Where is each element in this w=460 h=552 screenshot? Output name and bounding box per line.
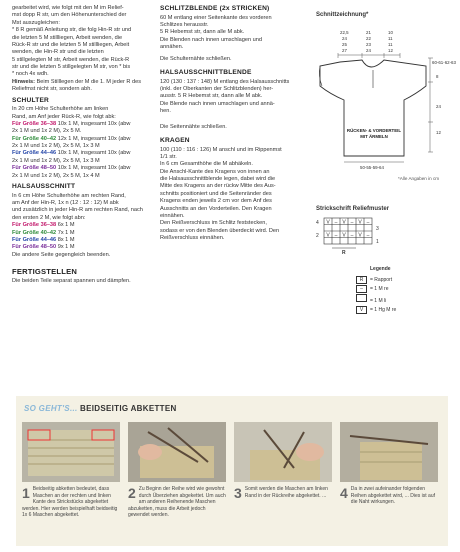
schlitz-line: annähen. — [160, 44, 184, 51]
step-caption-1: 1 Beidseitig abketten bedeutet, dass Maschen an der rechten und linken Kante des Strickstücks abgekettet werden. Hier werden beispielhaft beidseitig 1x 6 Maschen abgekettet. — [22, 485, 118, 518]
intro-line: wenden, die Hin-R str und die letzten — [12, 49, 104, 56]
intro-line: 5 stillgelegten M str, Arbeit wenden, die Rück-R — [12, 56, 130, 63]
size-label: Für Größe 48–50 — [12, 165, 57, 172]
strip-title-text: BEIDSEITIG ABKETTEN — [77, 404, 177, 413]
schulter-line: In 20 cm Höhe Schulterhöhe am linken — [12, 106, 109, 113]
schulter-sizes — [12, 121, 154, 180]
schulternaht-text: Die Schulternähte schließen. — [160, 55, 232, 62]
hals-line: In 6 cm Höhe Schulterhöhe am rechten Rand, — [12, 192, 126, 199]
schulter-size-cont: 2x 1 M und 1x 2 M), 2x 5 M, 1x 4 M — [12, 172, 100, 179]
schulter-size-cont: 2x 1 M und 1x 2 M), 2x 5 M, 1x 3 M — [12, 157, 100, 164]
kragen-line: einnähen. — [160, 212, 185, 219]
step-photo-4 — [340, 422, 438, 482]
svg-text:–: – — [350, 232, 354, 239]
schulter-size-row: Für Größe 44–46 10x 1 M, insgesamt 10x (abw — [12, 150, 131, 157]
top-dim-b-1: 21 — [366, 30, 371, 35]
schulter-size-cont: 2x 1 M und 1x 2 M), 2x 5 M, 1x 3 M — [12, 143, 100, 150]
schnitt-note: *Alle Angaben in cm — [398, 176, 440, 181]
intro-line: str und die letzten 5 stillgelegten M str, von * bis — [12, 64, 131, 70]
column-2 — [160, 5, 298, 242]
schlitz-line: Die Blenden nach innen umschlagen und — [160, 36, 263, 43]
legende-item — [356, 276, 396, 285]
row-label-4: 4 — [316, 220, 319, 226]
top-dim-c-2: 11 — [388, 36, 393, 41]
intro-paragraph — [12, 5, 154, 79]
kragen-line: schnitts positioniert und die Seitenränder des — [160, 190, 272, 197]
size-label: Für Größe 44–46 — [12, 150, 57, 157]
schlitzblende-text — [160, 15, 298, 52]
top-dim-c-3: 11 — [388, 42, 393, 47]
size-label: Für Größe 36–38 — [12, 222, 57, 229]
step-photo-2 — [128, 422, 226, 482]
legende-symbol — [356, 294, 367, 302]
rapport-marker: R — [342, 250, 346, 255]
hals-line: am Anf der Hin-R, 1x n (12 : 12 : 12) M abk — [12, 200, 119, 207]
intro-line: * noch 4x wdh. — [12, 71, 49, 78]
legende-text: = Rapport — [370, 277, 393, 283]
row-label-2: 2 — [316, 233, 319, 239]
legende-list — [356, 276, 396, 315]
seitennaht-text: Die Seitennähte schließen. — [160, 123, 227, 130]
hals-end: Die andere Seite gegengleich beenden. — [12, 251, 111, 258]
hals-line: den ersten 2 M, wie folgt abn: — [12, 214, 86, 221]
strip-title-accent: SO GEHT'S... — [24, 404, 78, 413]
legende-title: Legende — [370, 266, 391, 272]
kragen-line: 100 (110 : 116 : 126) M anschl und im Rippenmst — [160, 146, 282, 153]
kragen-line: Die Anschl-Kante des Kragens von innen an — [160, 168, 270, 175]
schnittzeichnung-diagram — [300, 22, 460, 184]
schlitz-line: Schlitzes herausstr. — [160, 22, 209, 29]
column-1 — [12, 5, 154, 285]
step-photo-3 — [234, 422, 332, 482]
svg-text:V: V — [342, 232, 346, 239]
schulter-size-cont: 2x 1 M und 1x 2 M), 2x 5 M. — [12, 128, 82, 135]
step-caption-4: 4 Da in zwei aufeinander folgenden Reihen abgekettet wird, ... Dies ist auf die Naht wirkungen. — [340, 485, 436, 505]
fertigstellen-title: FERTIGSTELLEN — [12, 267, 78, 277]
legende-text: = 1 M re — [370, 286, 389, 292]
halsblende-line: hen. — [160, 108, 171, 115]
hals-size-row: Für Größe 40–42 7x 1 M — [12, 229, 75, 236]
strip-title — [24, 404, 177, 413]
legende-item — [356, 285, 396, 294]
top-dim-a-2: 24 — [342, 36, 347, 41]
top-dim-c-4: 12 — [388, 48, 393, 53]
kragen-title: KRAGEN — [160, 136, 190, 144]
intro-line: gearbeitet wird, wie folgt mit den M im Relief- — [12, 5, 124, 11]
legende-text: = 1 M li — [370, 298, 387, 304]
kragen-text — [160, 147, 298, 243]
legende-symbol: R — [356, 276, 367, 284]
top-dim-b-3: 23 — [366, 42, 371, 47]
size-label: Für Größe 36–38 — [12, 120, 57, 127]
halsblende-line: Die Blende nach innen umschlagen und annä- — [160, 100, 275, 107]
intro-line: mst dopp R str, um den Höhenunterschied der — [12, 12, 127, 19]
kragen-line: Ausschnitts an den Vorderteilen. Den Kragen — [160, 205, 272, 212]
hals-sizes — [12, 222, 154, 252]
svg-text:V: V — [326, 219, 330, 226]
svg-text:V: V — [342, 219, 346, 226]
svg-text:–: – — [366, 232, 370, 239]
kragen-line: In 6 cm Gesamthöhe die M abhäkeln. — [160, 161, 253, 168]
kragen-line: die Halsausschnittblende legen, dabei wird die — [160, 176, 276, 183]
top-dim-b-4: 24 — [366, 48, 371, 53]
kragen-line: Reißverschluss einnähen. — [160, 235, 225, 242]
bottom-dim: 50-55-59-64 — [360, 165, 384, 170]
kragen-line: Mitte des Kragens an der rückw Mitte des Aus- — [160, 183, 276, 190]
intro-line: Rück-R str und die letzten 5 M stillliegen, Arbeit — [12, 41, 130, 48]
legende-text: = 1 Hg M re — [370, 307, 397, 313]
kragen-line: Kragens enden jeweils 2 cm vor dem Anf des — [160, 198, 272, 205]
top-dim-b-2: 22 — [366, 36, 371, 41]
size-label: Für Größe 40–42 — [12, 135, 57, 142]
garment-label-line-1: RÜCKEN- & VORDERTEIL — [346, 128, 402, 133]
halsausschnitt-text — [12, 193, 154, 223]
legende-item — [356, 306, 396, 315]
intro-line: * 8 R gemäß Anleitung str, die folg Hin-R str und — [12, 27, 132, 34]
step-photo-1 — [22, 422, 120, 482]
size-label: Für Größe 48–50 — [12, 244, 57, 251]
legende-symbol: V — [356, 306, 367, 314]
kragen-line: 1/1 str. — [160, 153, 177, 160]
how-to-strip — [16, 396, 448, 546]
halsblende-text — [160, 79, 298, 116]
svg-text:–: – — [366, 219, 370, 226]
schulter-size-row: Für Größe 40–42 12x 1 M, insgesamt 10x (abw — [12, 135, 131, 142]
hals-size-row: Für Größe 44–46 8x 1 M — [12, 236, 75, 243]
halsblende-line: ausstr. 5 R Hebemst str, dann alle M abk. — [160, 93, 263, 100]
halsblende-title: HALSAUSSCHNITTBLENDE — [160, 68, 252, 76]
schulter-title: SCHULTER — [12, 96, 50, 104]
right-dim-12: 12 — [436, 130, 441, 135]
right-dim-24: 24 — [436, 104, 441, 109]
schulter-text — [12, 106, 154, 121]
halsblende-line: (inkl. der Oberkanten der Schlitzblenden) her- — [160, 86, 274, 93]
kragen-line: sodass er von den Blenden überdeckt wird. Den — [160, 227, 280, 234]
schulter-line: Rand, am Anf jeder Rück-R, wie folgt abk: — [12, 113, 116, 120]
step-caption-3: 3 Somit werden die Maschen am linken Rand in der Rückreihe abgekettet. ... — [234, 485, 328, 501]
schlitz-line: 60 M entlang einer Seitenkante des vorderen — [160, 14, 272, 21]
hinweis-paragraph: Hinweis: Beim Stilllegen der M die 1. M jeder R des Reliefmst nicht str, sondern abh. — [12, 78, 142, 93]
schlitz-line: 5 R Hebemst str, dann alle M abk. — [160, 29, 245, 36]
top-dim-a-3: 25 — [342, 42, 347, 47]
intro-line: Mst auszugleichen: — [12, 19, 60, 26]
intro-line: die letzten 5 M stillliegen, Arbeit wenden, die — [12, 34, 123, 41]
size-label: Für Größe 40–42 — [12, 229, 57, 236]
hinweis-label: Hinweis: — [12, 78, 36, 85]
legende-item — [356, 294, 396, 306]
reliefmuster-chart — [316, 215, 386, 255]
step-caption-2: 2 Zu Beginn der Reihe wird wie gewohnt durch Überziehen abgekettet. Um auch am anderen Reihenende Maschen abzuketten, muss die Arbeit jedoch gewendet werden. — [128, 485, 226, 518]
right-dim-total: 60-61-62-63 — [432, 60, 456, 65]
hals-size-row: Für Größe 48–50 9x 1 M — [12, 244, 75, 251]
size-label: Für Größe 44–46 — [12, 236, 57, 243]
svg-text:V: V — [326, 232, 330, 239]
halsblende-line: 120 (130 : 137 : 148) M entlang des Halsausschnitts — [160, 78, 290, 85]
right-dim-8: 8 — [436, 74, 439, 79]
schulter-size-row: Für Größe 48–50 10x 1 M, insgesamt 10x (abw — [12, 165, 131, 172]
top-dim-a-1: 22,5 — [340, 30, 349, 35]
schnitt-title: Schnittzeichnung* — [316, 12, 369, 18]
svg-text:V: V — [358, 219, 362, 226]
hals-size-row: Für Größe 36–38 6x 1 M — [12, 222, 75, 229]
legende-symbol: – — [356, 285, 367, 293]
relief-title: Strickschrift Reliefmuster — [316, 206, 390, 212]
fertigstellen-text: Die beiden Teile separat spannen und dämpfen. — [12, 278, 131, 285]
halsausschnitt-title: HALSAUSSCHNITT — [12, 182, 76, 190]
top-dim-c-1: 10 — [388, 30, 393, 35]
svg-text:–: – — [334, 219, 338, 226]
row-label-3: 3 — [376, 226, 379, 232]
svg-text:V: V — [358, 232, 362, 239]
schlitzblende-title: SCHLITZBLENDE (2x STRICKEN) — [160, 5, 270, 12]
kragen-line: Den Reißverschluss im Schlitz feststecken, — [160, 220, 267, 227]
top-dim-a-4: 27 — [342, 48, 347, 53]
schulter-size-row: Für Größe 36–38 10x 1 M, insgesamt 10x (abw — [12, 120, 131, 127]
garment-label-line-2: MIT ÄRMELN — [360, 134, 388, 139]
svg-text:–: – — [350, 219, 354, 226]
hals-line: und zusätzlich in jeder Hin-R am rechten Rand, nach — [12, 207, 143, 214]
svg-text:–: – — [334, 232, 338, 239]
row-label-1: 1 — [376, 239, 379, 245]
